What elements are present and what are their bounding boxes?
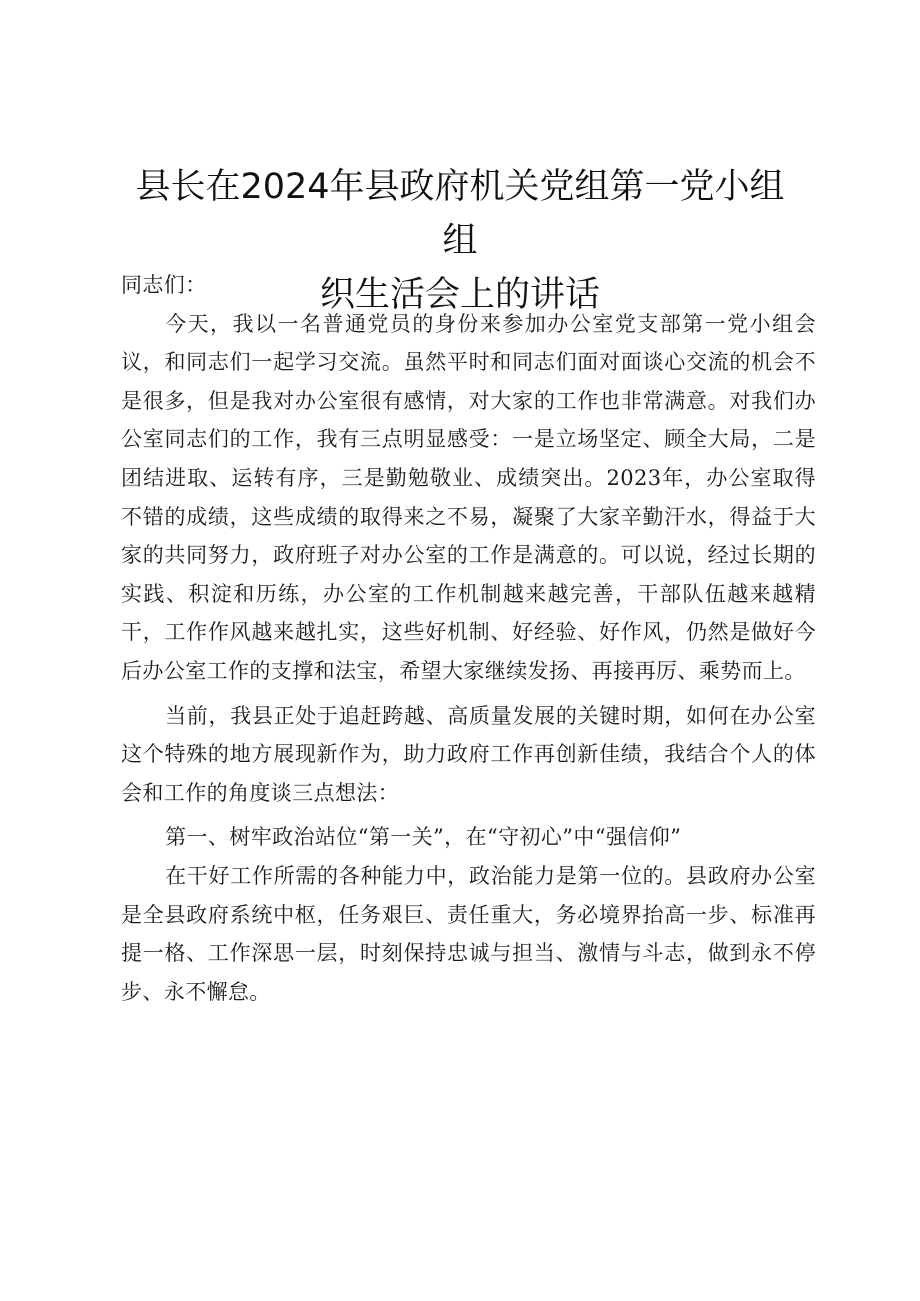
paragraph-1: 今天，我以一名普通党员的身份来参加办公室党支部第一党小组会议，和同志们一起学习交流。虽然平时和同志们面对面谈心交流的机会不是很多，但是我对办公室很有感情，对大家的工作也非常满意。对我们办公室同志们的工作，我有三点明显感受：一是立场坚定、顾全大局，二是团结进取、运转有序，三是勤勉敬业、成绩突出。2023年，办公室取得不错的成绩，这些成绩的取得来之不易，凝聚了大家辛勤汗水，得益于大家的共同努力，政府班子对办公室的工作是满意的。可以说，经过长期的实践、积淀和历练，办公室的工作机制越来越完善，干部队伍越来越精干，工作作风越来越扎实，这些好机制、好经验、好作风，仍然是做好今后办公室工作的支撑和法宝，希望大家继续发扬、再接再厉、乘势而上。 [121, 311, 816, 683]
document-body [121, 266, 816, 1011]
salutation: 同志们： [121, 273, 207, 297]
title-line-1: 县长在2024年县政府机关党组第一党小组组 [135, 167, 785, 261]
paragraph-2: 当前，我县正处于追赶跨越、高质量发展的关键时期，如何在办公室这个特殊的地方展现新作为，助力政府工作再创新佳绩，我结合个人的体会和工作的角度谈三点想法： [121, 703, 816, 805]
section-heading: 第一、树牢政治站位“第一关”，在“守初心”中“强信仰” [165, 825, 682, 850]
title-line-2: 织生活会上的讲话 [319, 275, 600, 315]
section-paragraph: 在干好工作所需的各种能力中，政治能力是第一位的。县政府办公室是全县政府系统中枢，任务艰巨、责任重大，务必境界抬高一步、标准再提一格、工作深思一层，时刻保持忠诚与担当、激情与斗志，做到永不停步、永不懈怠。 [121, 863, 816, 1004]
